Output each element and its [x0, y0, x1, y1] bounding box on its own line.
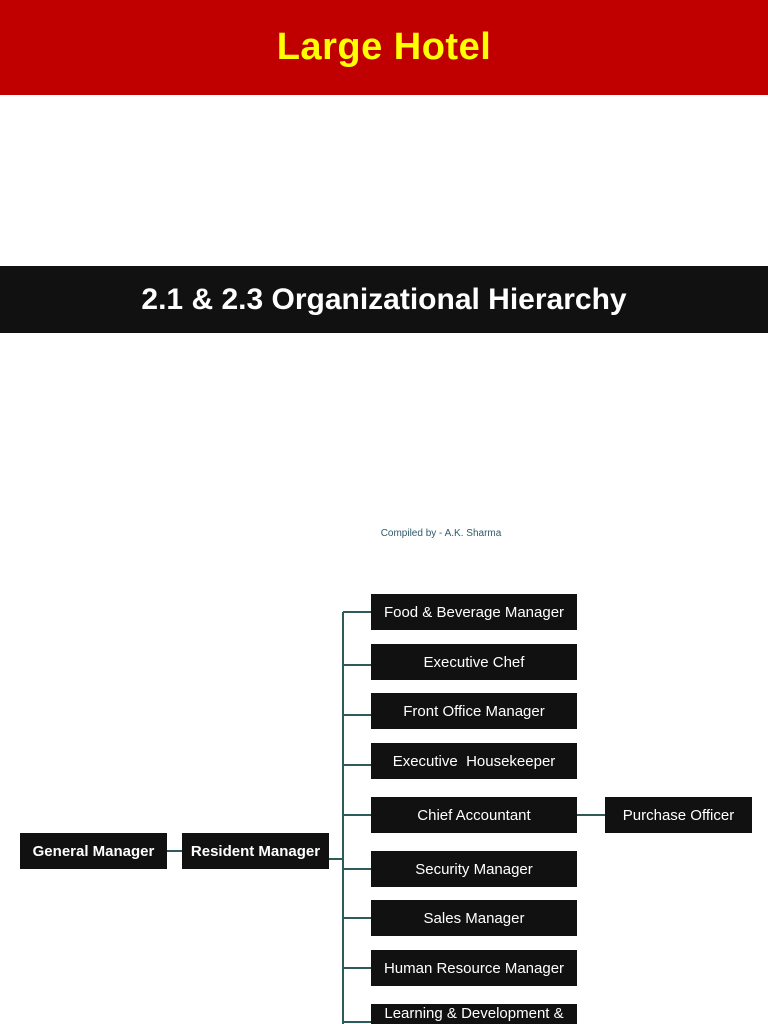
node-executive-housekeeper: Executive Housekeeper	[371, 743, 577, 779]
node-chief-accountant: Chief Accountant	[371, 797, 577, 833]
node-front-office-manager: Front Office Manager	[371, 693, 577, 729]
node-resident-manager: Resident Manager	[182, 833, 329, 869]
node-learning-development: Learning & Development &	[371, 1004, 577, 1024]
credit-text: Compiled by - A.K. Sharma	[380, 528, 502, 539]
node-purchase-officer: Purchase Officer	[605, 797, 752, 833]
node-security-manager: Security Manager	[371, 851, 577, 887]
node-sales-manager: Sales Manager	[371, 900, 577, 936]
node-executive-chef: Executive Chef	[371, 644, 577, 680]
node-human-resource-manager: Human Resource Manager	[371, 950, 577, 986]
node-general-manager: General Manager	[20, 833, 167, 869]
node-food-beverage-manager: Food & Beverage Manager	[371, 594, 577, 630]
section-title: 2.1 & 2.3 Organizational Hierarchy	[141, 282, 627, 316]
slide-title: Large Hotel	[276, 26, 492, 68]
